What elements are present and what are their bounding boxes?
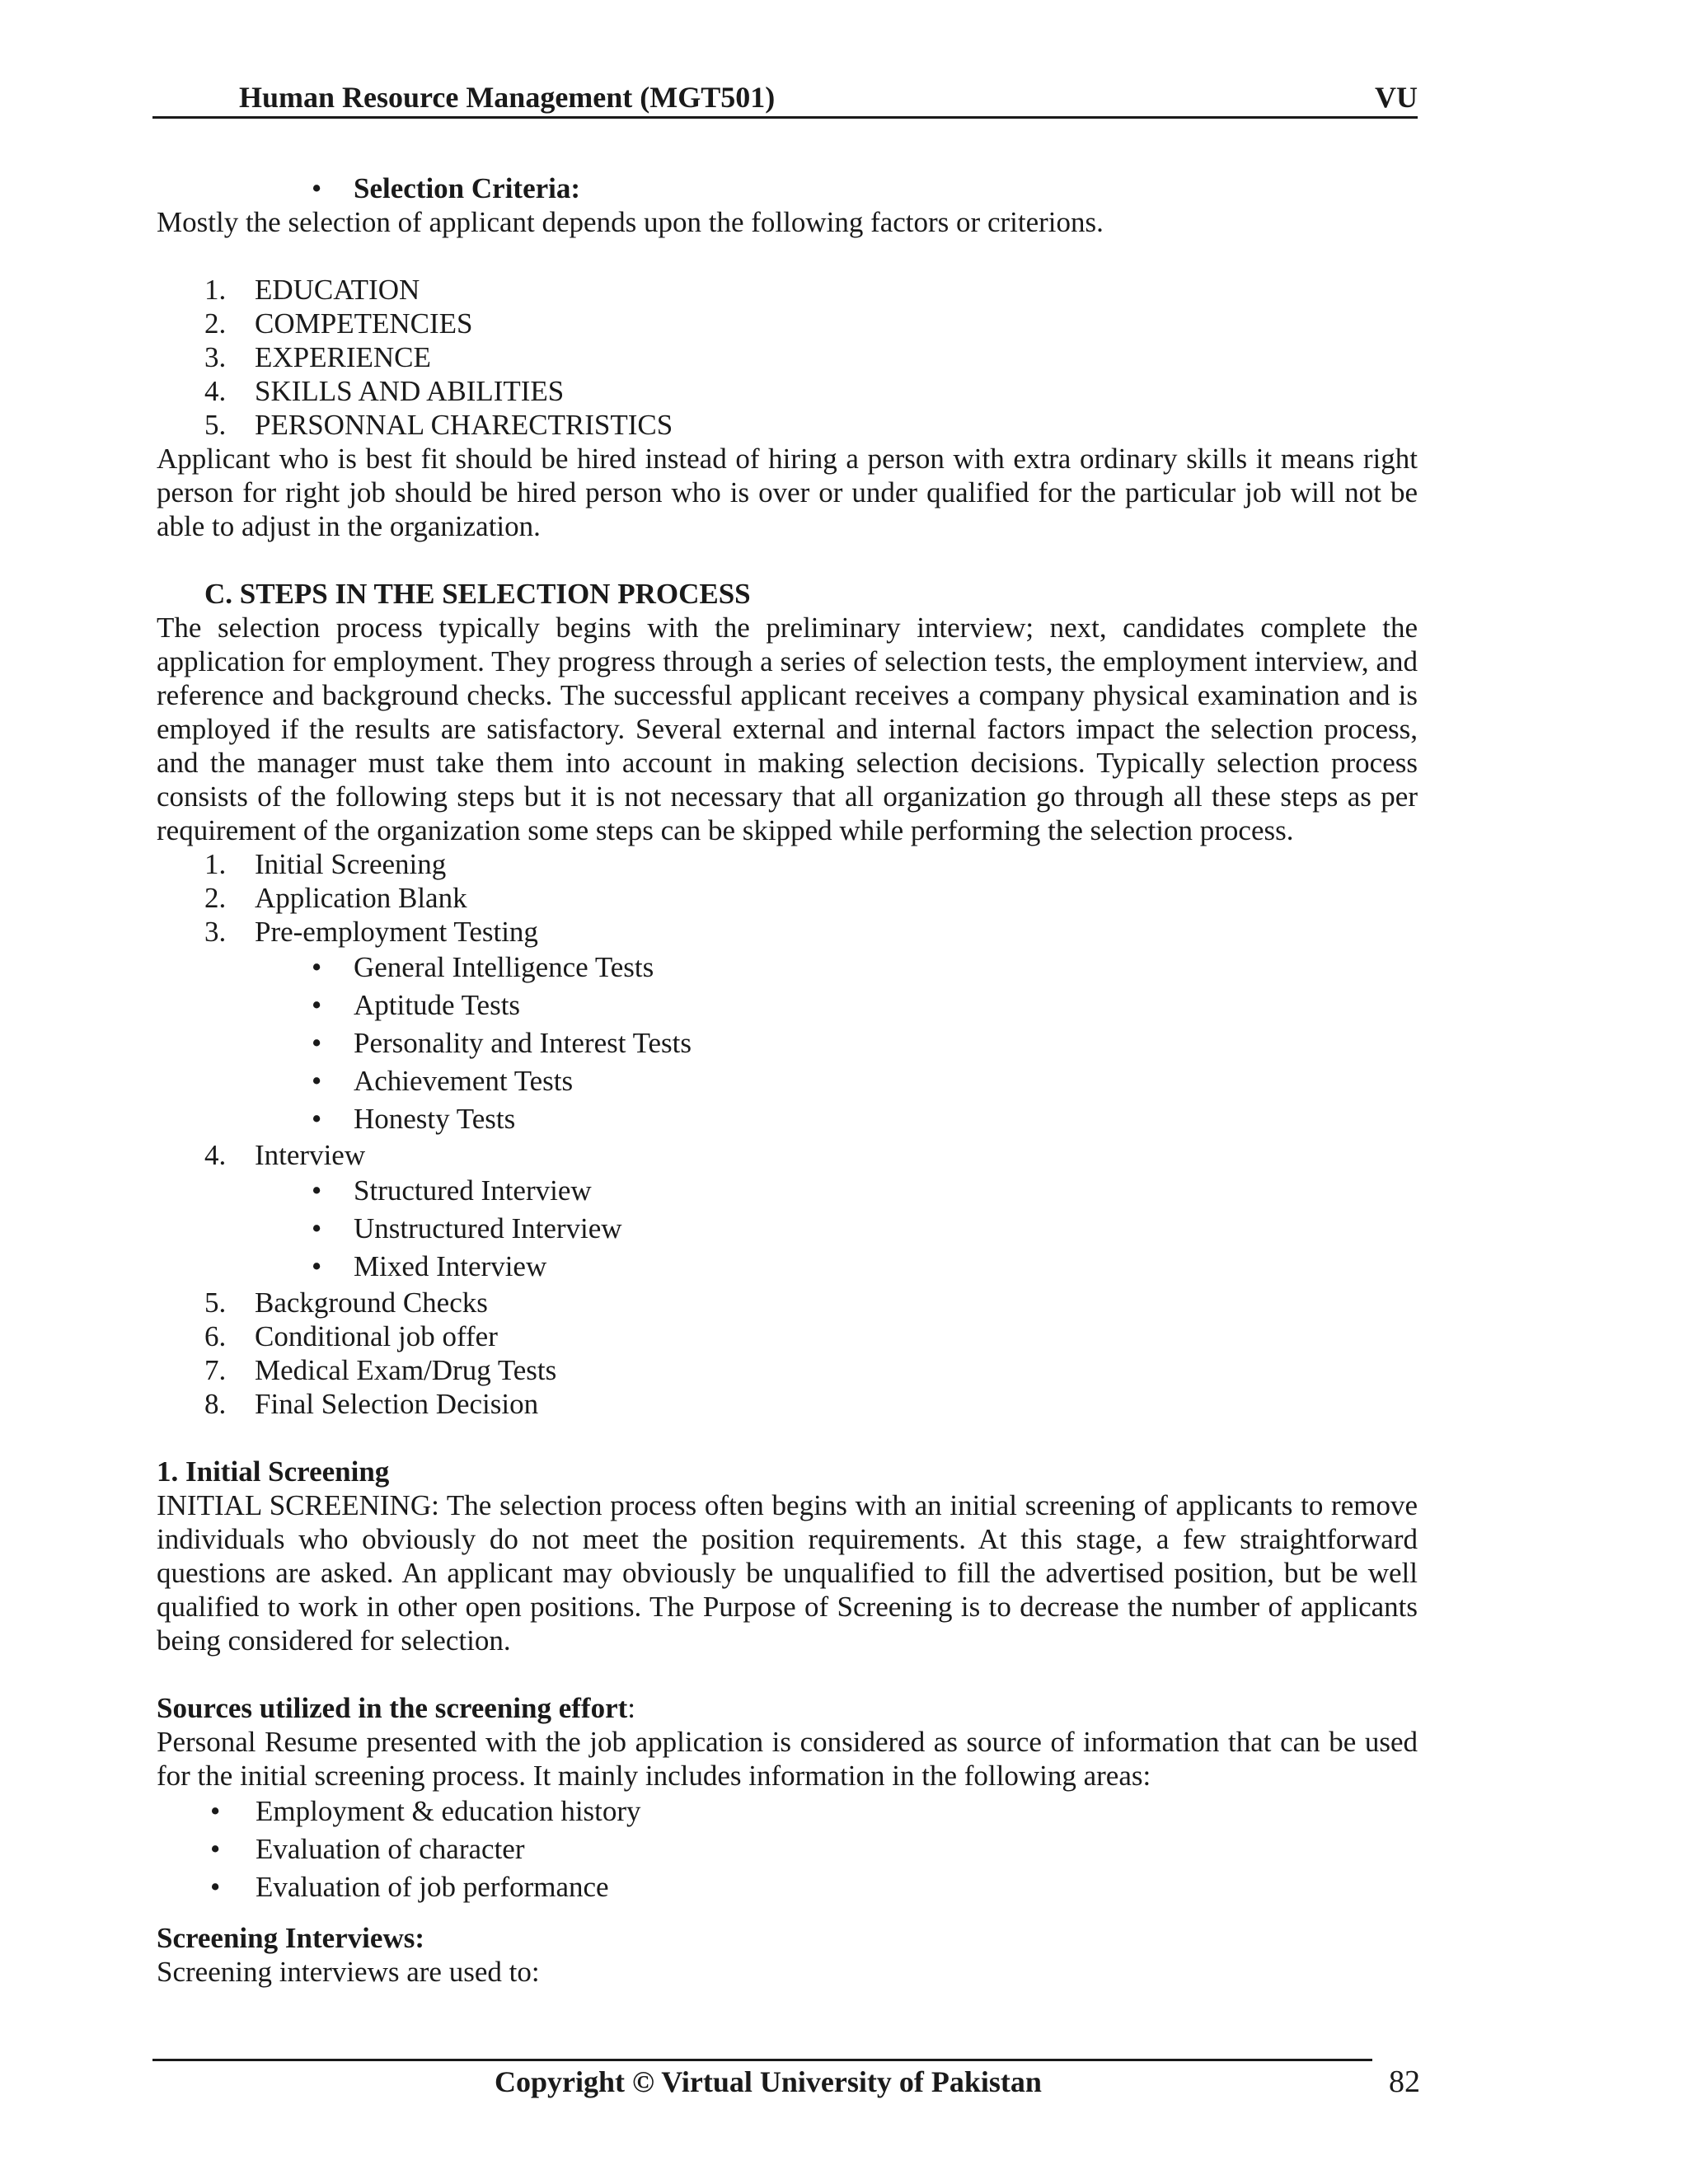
selection-criteria-intro: Mostly the selection of applicant depends upon the following factors or criterions. — [157, 206, 1104, 238]
testing-sub-item — [157, 987, 1418, 1024]
spacer — [157, 1657, 1418, 1691]
sources-item — [157, 1793, 1418, 1830]
selection-criteria-heading-line — [157, 171, 1418, 205]
bullet-icon: • — [312, 1212, 322, 1244]
step-label: Medical Exam/Drug Tests — [255, 1354, 557, 1386]
step-label: Interview — [255, 1139, 366, 1171]
steps-list-item — [157, 1353, 1418, 1387]
interview-sub-item — [157, 1210, 1418, 1248]
initial-screening-paragraph: INITIAL SCREENING: The selection process often begins with an initial screening of applicants to remove individuals who obviously do not meet the position requirements. At this stage, a few straightforward questions are asked. An applicant may obviously be unqualified to fill the advertised position, but be well qualified to work in other open positions. The Purpose of Screening is to decrease the number of applicants being considered for selection. — [157, 1489, 1418, 1657]
sources-item-label: Evaluation of job performance — [256, 1871, 609, 1903]
header-rule — [152, 116, 1418, 119]
step-label: Initial Screening — [255, 848, 447, 880]
testing-sub-item — [157, 949, 1418, 987]
sub-item-label: Mixed Interview — [354, 1250, 547, 1282]
step-label: Final Selection Decision — [255, 1388, 539, 1420]
step-number: 5. — [204, 1286, 227, 1319]
screening-interviews-heading: Screening Interviews: — [157, 1922, 424, 1954]
step-number: 4. — [204, 1139, 227, 1171]
spacer — [157, 1906, 1418, 1921]
step-label: Application Blank — [255, 882, 467, 914]
footer-copyright: Copyright © Virtual University of Pakistan — [495, 2065, 1042, 2098]
sources-item — [157, 1830, 1418, 1868]
sub-item-label: Honesty Tests — [354, 1103, 516, 1135]
bullet-icon: • — [210, 1871, 221, 1903]
spacer — [157, 543, 1418, 577]
criteria-item-label: EDUCATION — [255, 274, 420, 306]
steps-list-item — [157, 1319, 1418, 1353]
bullet-icon: • — [312, 1027, 322, 1059]
sub-item-label: Achievement Tests — [354, 1065, 574, 1097]
page-body — [157, 171, 1418, 1989]
criteria-item: 3. EXPERIENCE — [204, 341, 431, 373]
sub-item-label: Personality and Interest Tests — [354, 1027, 692, 1059]
bullet-icon: • — [312, 1250, 322, 1282]
steps-heading: C. STEPS IN THE SELECTION PROCESS — [204, 578, 751, 610]
interview-sub-item — [157, 1248, 1418, 1286]
sources-paragraph: Personal Resume presented with the job application is considered as source of information that can be used for the initial screening process. It mainly includes information in the following areas: — [157, 1726, 1418, 1792]
criteria-item: 2. COMPETENCIES — [204, 307, 473, 340]
step-number: 6. — [204, 1320, 227, 1352]
steps-list-item — [157, 915, 1418, 949]
sources-item — [157, 1868, 1418, 1906]
header-vu: VU — [1375, 81, 1418, 114]
sources-item-label: Employment & education history — [256, 1795, 641, 1827]
bullet-icon: • — [210, 1795, 221, 1827]
criteria-item-label: PERSONNAL CHARECTRISTICS — [255, 409, 673, 441]
sub-item-label: Structured Interview — [354, 1174, 592, 1207]
sub-item-label: Unstructured Interview — [354, 1212, 622, 1244]
steps-list-item — [157, 1138, 1418, 1172]
criteria-item: 4. SKILLS AND ABILITIES — [204, 375, 565, 407]
bullet-icon: • — [210, 1833, 221, 1865]
sources-heading-line — [157, 1691, 1418, 1725]
criteria-item-label: SKILLS AND ABILITIES — [255, 375, 565, 407]
initial-screening-heading: 1. Initial Screening — [157, 1455, 390, 1488]
step-label: Background Checks — [255, 1286, 488, 1319]
step-number: 2. — [204, 882, 227, 914]
footer-rule — [152, 2059, 1372, 2061]
interview-sub-item — [157, 1172, 1418, 1210]
steps-list-item — [157, 847, 1418, 881]
criteria-item-label: EXPERIENCE — [255, 341, 431, 373]
bullet-icon: • — [312, 1103, 322, 1135]
testing-sub-item — [157, 1062, 1418, 1100]
steps-heading-line — [157, 577, 1418, 611]
bullet-icon: • — [312, 172, 322, 204]
steps-list-item — [157, 881, 1418, 915]
steps-list-item — [157, 1286, 1418, 1319]
testing-sub-item — [157, 1100, 1418, 1138]
steps-paragraph: The selection process typically begins with the preliminary interview; next, candidates complete the application for employment. They progress through a series of selection tests, the employment interview, and reference and background checks. The successful applicant receives a company physical examination and is employed if the results are satisfactory. Several external and internal factors impact the selection process, and the manager must take them into account in making selection decisions. Typically selection process consists of the following steps but it is not necessary that all organization go through all these steps as per requirement of the organization some steps can be skipped while performing the selection process. — [157, 612, 1418, 846]
bullet-icon: • — [312, 1174, 322, 1207]
criteria-item-label: COMPETENCIES — [255, 307, 473, 340]
sub-item-label: Aptitude Tests — [354, 989, 521, 1021]
step-number: 8. — [204, 1388, 227, 1420]
screening-interviews-paragraph: Screening interviews are used to: — [157, 1956, 540, 1988]
step-number: 3. — [204, 916, 227, 948]
bullet-icon: • — [312, 951, 322, 983]
spacer — [157, 239, 1418, 273]
spacer — [157, 1421, 1418, 1455]
sub-item-label: General Intelligence Tests — [354, 951, 654, 983]
steps-list-item — [157, 1387, 1418, 1421]
sources-item-label: Evaluation of character — [256, 1833, 525, 1865]
step-label: Conditional job offer — [255, 1320, 498, 1352]
testing-sub-item — [157, 1024, 1418, 1062]
page-number: 82 — [1389, 2064, 1420, 2099]
bullet-icon: • — [312, 989, 322, 1021]
criteria-item: 1. EDUCATION — [204, 274, 420, 306]
bullet-icon: • — [312, 1065, 322, 1097]
sources-heading-colon: : — [627, 1692, 635, 1724]
step-label: Pre-employment Testing — [255, 916, 538, 948]
criteria-item: 5. PERSONNAL CHARECTRISTICS — [204, 409, 673, 441]
header-title: Human Resource Management (MGT501) — [239, 81, 776, 114]
selection-criteria-heading: Selection Criteria: — [354, 172, 581, 204]
step-number: 1. — [204, 848, 227, 880]
step-number: 7. — [204, 1354, 227, 1386]
selection-criteria-conclusion: Applicant who is best fit should be hired instead of hiring a person with extra ordinary skills it means right person for right job should be hired person who is over or under qualified for the particular job will not be able to adjust in the organization. — [157, 443, 1418, 542]
sources-heading: Sources utilized in the screening effort — [157, 1692, 628, 1724]
